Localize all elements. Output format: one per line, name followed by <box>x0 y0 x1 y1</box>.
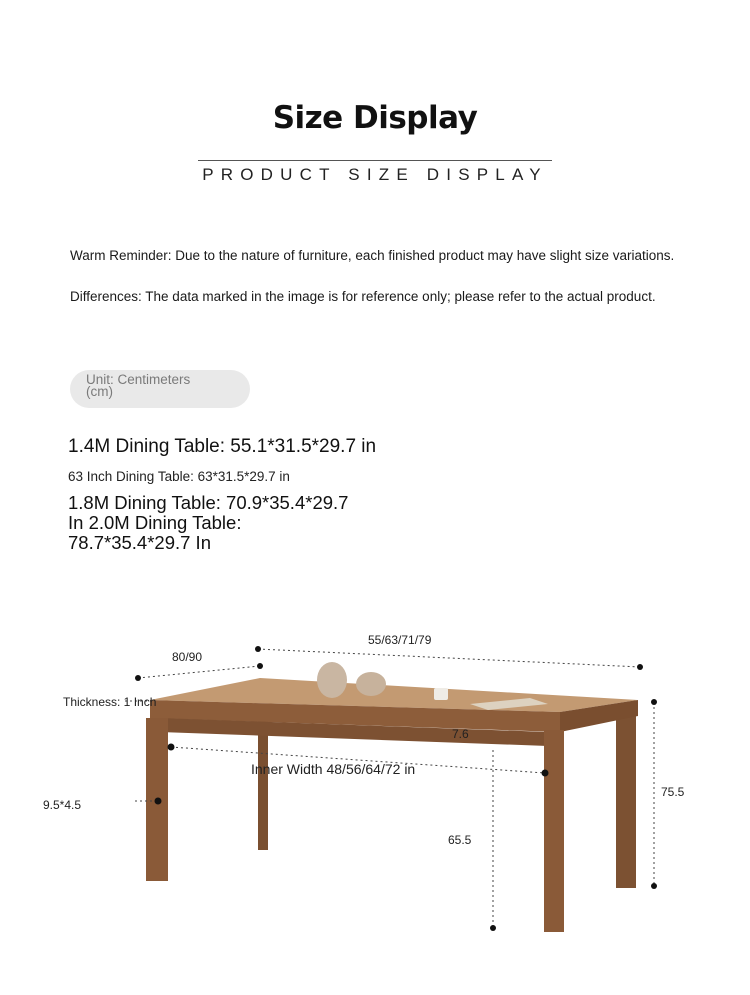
depth-dim-line <box>138 666 260 678</box>
apron-label: 7.6 <box>452 727 469 741</box>
unit-badge <box>70 370 250 408</box>
dim-point <box>168 744 175 751</box>
unit-abbrev: (cm) <box>86 384 113 399</box>
unit-label: Unit: Centimeters <box>86 372 191 387</box>
leg-section-label: 9.5*4.5 <box>43 798 82 812</box>
dim-point <box>637 664 643 670</box>
depth-label: 80/90 <box>172 650 203 664</box>
dim-point <box>651 883 657 889</box>
table-dimension-drawing <box>0 600 750 995</box>
height-label: 75.5 <box>661 785 685 799</box>
differences-text: Differences: The data marked in the image is for reference only; please refer to the actual product. <box>70 289 656 304</box>
dim-point <box>651 699 657 705</box>
spec-63-inch-table: 63 Inch Dining Table: 63*31.5*29.7 in <box>68 469 290 484</box>
length-label: 55/63/71/79 <box>368 633 432 647</box>
spec-1-4m-table: 1.4M Dining Table: 55.1*31.5*29.7 in <box>68 436 377 457</box>
dim-point <box>255 646 261 652</box>
dim-point <box>542 770 549 777</box>
spec-1-8m-2-0m-table: 1.8M Dining Table: 70.9*35.4*29.7 In 2.0M Dining Table: 78.7*35.4*29.7 In <box>68 492 349 553</box>
back-right-leg <box>616 710 636 888</box>
back-left-leg <box>258 720 268 850</box>
dim-point <box>490 925 496 931</box>
decor-bowl <box>356 672 386 696</box>
front-right-leg <box>544 730 564 932</box>
decor-vase <box>317 662 347 698</box>
clearance-label: 65.5 <box>448 833 472 847</box>
decor-cup <box>434 688 448 700</box>
dim-point <box>257 663 263 669</box>
dim-point <box>135 675 141 681</box>
dim-point <box>155 798 162 805</box>
inner-width-label: Inner Width 48/56/64/72 in <box>251 761 416 777</box>
warm-reminder-text: Warm Reminder: Due to the nature of furniture, each finished product may have slight size variations. <box>70 248 675 263</box>
length-dim-line <box>258 649 640 667</box>
thickness-label: Thickness: 1 Inch <box>63 695 157 709</box>
page-title: Size Display <box>272 100 478 136</box>
page-subtitle: PRODUCT SIZE DISPLAY <box>202 165 548 184</box>
title-divider <box>198 160 552 161</box>
